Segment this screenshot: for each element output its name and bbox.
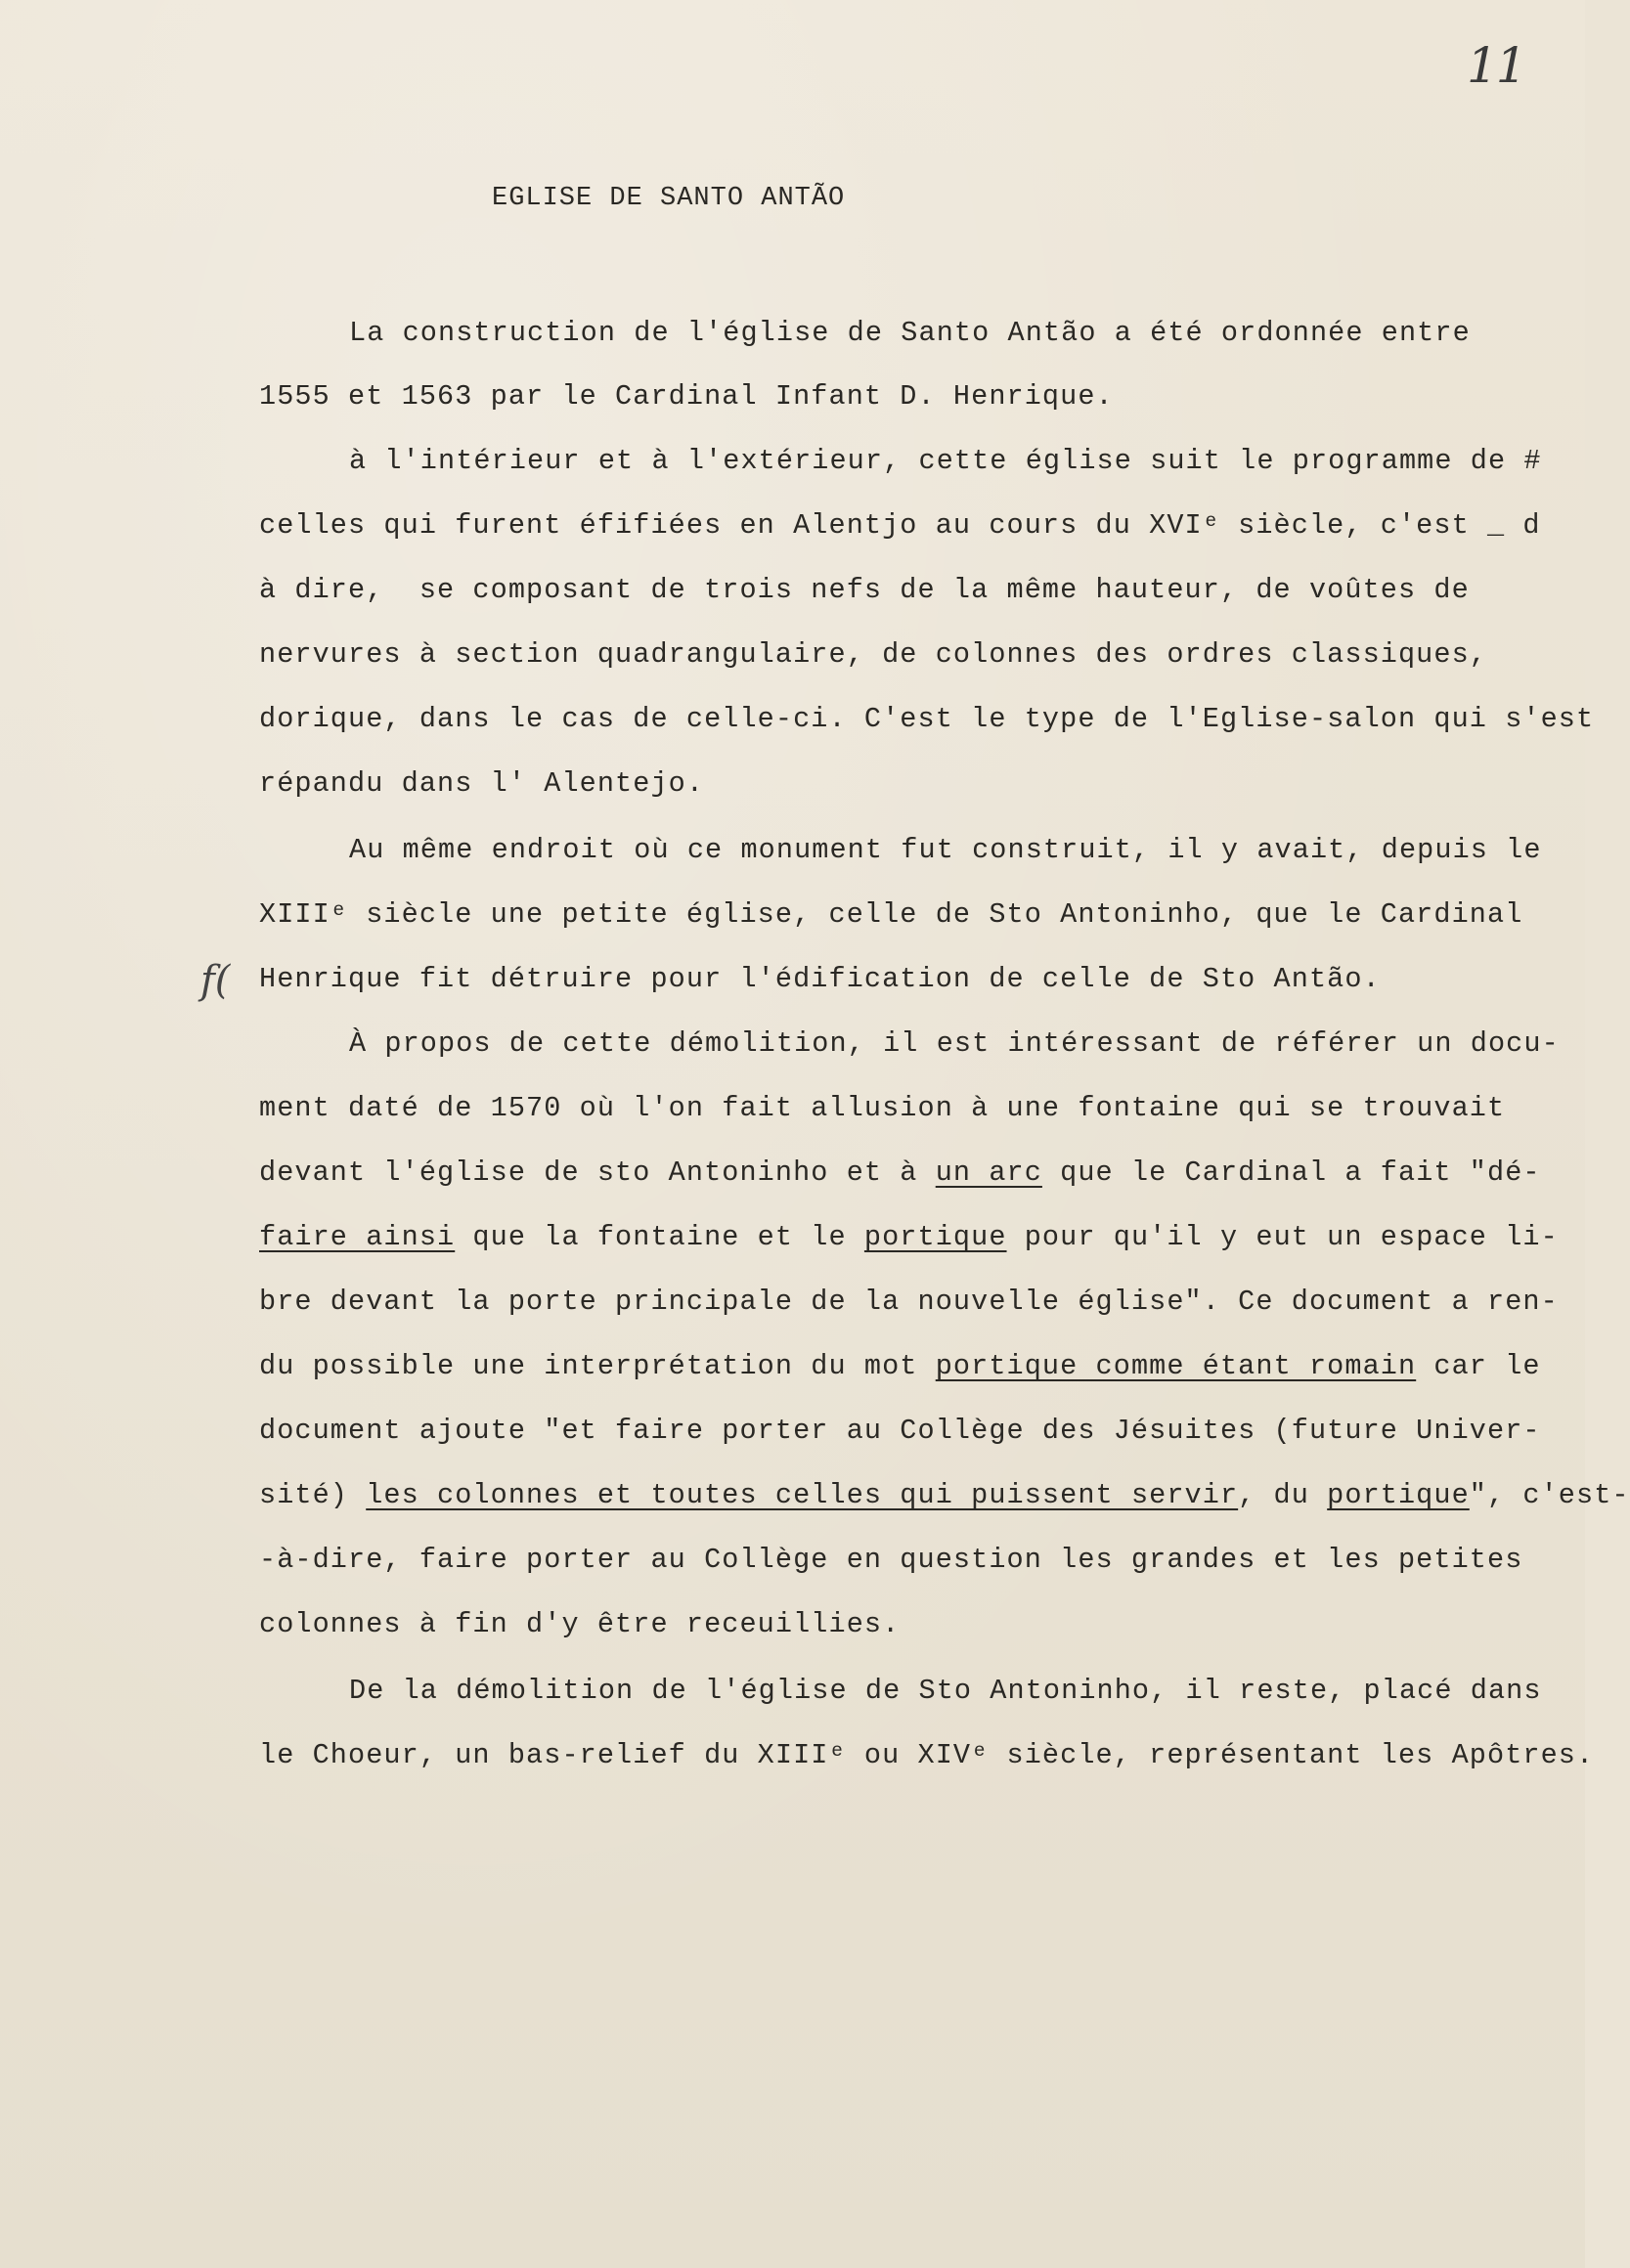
text-line: 1555 et 1563 par le Cardinal Infant D. Henrique. — [259, 380, 1114, 413]
text-line: répandu dans l' Alentejo. — [259, 767, 705, 800]
text-line: -à-dire, faire porter au Collège en question les grandes et les petites — [259, 1544, 1523, 1576]
text-segment: pour qu'il y eut un espace li- — [1006, 1221, 1559, 1253]
text-line: Au même endroit où ce monument fut construit, il y avait, depuis le — [349, 834, 1542, 866]
text-line — [259, 1221, 1559, 1254]
text-line: dorique, dans le cas de celle-ci. C'est le type de l'Eglise-salon qui s'est — [259, 703, 1595, 735]
text-segment: sité) — [259, 1479, 367, 1511]
margin-note: f( — [200, 958, 231, 1003]
underlined-phrase: portique — [863, 1221, 1007, 1253]
text-segment: devant l'église de sto Antoninho et à — [259, 1156, 936, 1189]
text-line: XIIIᵉ siècle une petite église, celle de Sto Antoninho, que le Cardinal — [259, 898, 1523, 931]
text-line: Henrique fit détruire pour l'édification de celle de Sto Antão. — [259, 963, 1381, 995]
underlined-phrase: faire ainsi — [259, 1221, 456, 1253]
text-segment: que la fontaine et le — [455, 1221, 864, 1253]
text-line: La construction de l'église de Santo Antão a été ordonnée entre — [349, 317, 1471, 349]
text-segment: que le Cardinal a fait "dé- — [1041, 1156, 1541, 1189]
text-segment: car le — [1416, 1350, 1541, 1382]
text-line: celles qui furent éfifiées en Alentjo au cours du XVIᵉ siècle, c'est _ d — [259, 509, 1541, 542]
text-segment: du possible une interprétation du mot — [259, 1350, 936, 1382]
text-line: à dire, se composant de trois nefs de la même hauteur, de voûtes de — [259, 574, 1470, 606]
underlined-phrase: les colonnes et toutes celles qui puissent servir — [366, 1479, 1239, 1511]
text-line: À propos de cette démolition, il est intéressant de référer un docu- — [349, 1027, 1560, 1060]
text-line — [259, 1156, 1541, 1190]
text-line: ment daté de 1570 où l'on fait allusion à une fontaine qui se trouvait — [259, 1092, 1506, 1124]
underlined-phrase: un arc — [935, 1156, 1042, 1189]
text-segment: , du — [1238, 1479, 1328, 1511]
text-line: le Choeur, un bas-relief du XIIIᵉ ou XIVᵉ siècle, représentant les Apôtres. — [259, 1739, 1595, 1771]
text-line: De la démolition de l'église de Sto Antoninho, il reste, placé dans — [349, 1675, 1542, 1707]
document-title: EGLISE DE SANTO ANTÃO — [492, 184, 846, 213]
text-line: bre devant la porte principale de la nouvelle église". Ce document a ren- — [259, 1286, 1559, 1318]
text-line: à l'intérieur et à l'extérieur, cette église suit le programme de # — [349, 445, 1542, 477]
underlined-phrase: portique — [1327, 1479, 1470, 1511]
underlined-phrase: portique comme étant romain — [935, 1350, 1417, 1382]
text-line — [259, 1479, 1630, 1512]
page-number: 11 — [1467, 37, 1525, 94]
text-line: document ajoute "et faire porter au Collège des Jésuites (future Univer- — [259, 1415, 1541, 1447]
text-line: nervures à section quadrangulaire, de colonnes des ordres classiques, — [259, 638, 1487, 671]
text-line — [259, 1350, 1541, 1383]
text-segment: ", c'est- — [1469, 1479, 1630, 1511]
text-line: colonnes à fin d'y être receuillies. — [259, 1608, 901, 1640]
